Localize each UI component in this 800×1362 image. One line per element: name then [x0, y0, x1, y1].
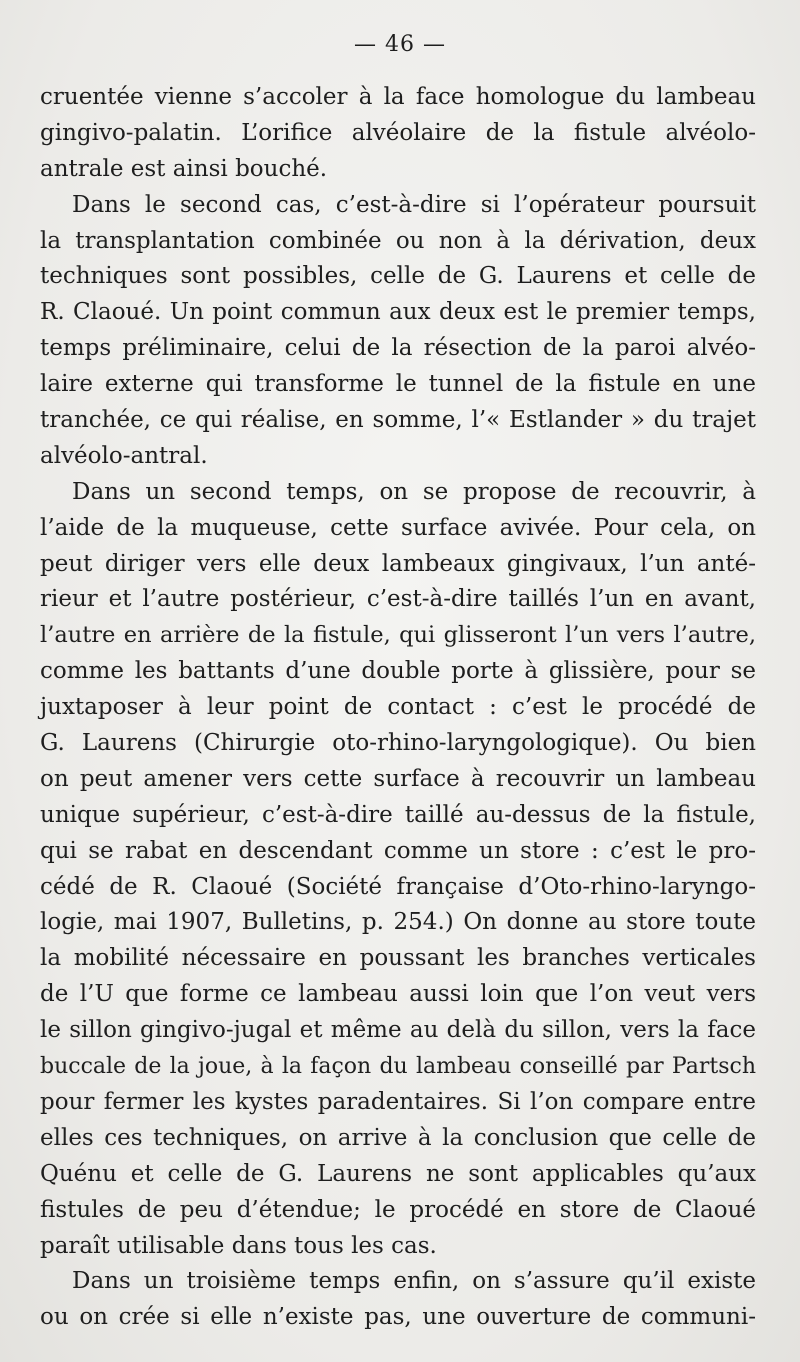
text-line: on peut amener vers cette surface à recouvrir un lambeau	[40, 765, 756, 792]
text-line: G. Laurens (Chirurgie oto-rhino-laryngologique). Ou bien	[40, 730, 756, 757]
text-line: comme les battants d’une double porte à glissière, pour se	[40, 658, 756, 685]
body-text	[40, 80, 756, 1336]
text-line: R. Claoué. Un point commun aux deux est le premier temps,	[40, 299, 756, 326]
text-line: unique supérieur, c’est-à-dire taillé au-dessus de la fistule,	[40, 801, 756, 828]
text-line: juxtaposer à leur point de contact : c’est le procédé de	[40, 694, 756, 721]
text-line: rieur et l’autre postérieur, c’est-à-dire taillés l’un en avant,	[40, 586, 756, 613]
text-line: l’autre en arrière de la fistule, qui glisseront l’un vers l’autre,	[40, 622, 756, 649]
text-line: peut diriger vers elle deux lambeaux gingivaux, l’un anté-	[40, 550, 756, 577]
text-line: laire externe qui transforme le tunnel de la fistule en une	[40, 371, 756, 398]
text-line: fistules de peu d’étendue; le procédé en store de Claoué	[40, 1196, 756, 1223]
text-line: paraît utilisable dans tous les cas.	[40, 1232, 437, 1259]
text-line: cruentée vienne s’accoler à la face homologue du lambeau	[40, 84, 756, 110]
text-line: Dans un troisième temps enfin, on s’assure qu’il existe	[72, 1268, 756, 1295]
text-line: alvéolo-antral.	[40, 442, 208, 469]
text-line: techniques sont possibles, celle de G. Laurens et celle de	[40, 263, 756, 290]
text-line: temps préliminaire, celui de la résection de la paroi alvéo-	[40, 335, 756, 362]
text-line: la mobilité nécessaire en poussant les branches verticales	[40, 945, 756, 972]
text-line: le sillon gingivo-jugal et même au delà du sillon, vers la face	[40, 1017, 756, 1044]
text-line: l’aide de la muqueuse, cette surface avivée. Pour cela, on	[40, 514, 756, 541]
text-line: de l’U que forme ce lambeau aussi loin que l’on veut vers	[40, 981, 756, 1008]
text-line: logie, mai 1907, Bulletins, p. 254.) On donne au store toute	[40, 909, 756, 936]
page-number: — 46 —	[354, 32, 446, 57]
text-line: cédé de R. Claoué (Société française d’Oto-rhino-laryngo-	[40, 873, 756, 900]
text-line: Dans le second cas, c’est-à-dire si l’opérateur poursuit	[72, 191, 756, 218]
text-line: antrale est ainsi bouché.	[40, 155, 328, 182]
text-line: elles ces techniques, on arrive à la conclusion que celle de	[40, 1124, 756, 1151]
text-line: la transplantation combinée ou non à la dérivation, deux	[40, 227, 756, 254]
text-line: pour fermer les kystes paradentaires. Si l’on compare entre	[40, 1088, 756, 1115]
text-line: tranchée, ce qui réalise, en somme, l’« Estlander » du trajet	[40, 407, 756, 434]
text-line: buccale de la joue, à la façon du lambeau conseillé par Partsch	[40, 1054, 756, 1080]
text-line: gingivo-palatin. L’orifice alvéolaire de la fistule alvéolo-	[40, 119, 756, 146]
text-line: Dans un second temps, on se propose de recouvrir, à	[72, 478, 756, 505]
text-line: Quénu et celle de G. Laurens ne sont applicables qu’aux	[40, 1160, 756, 1187]
text-line: ou on crée si elle n’existe pas, une ouverture de communi-	[40, 1304, 756, 1331]
text-line: qui se rabat en descendant comme un store : c’est le pro-	[40, 837, 756, 864]
